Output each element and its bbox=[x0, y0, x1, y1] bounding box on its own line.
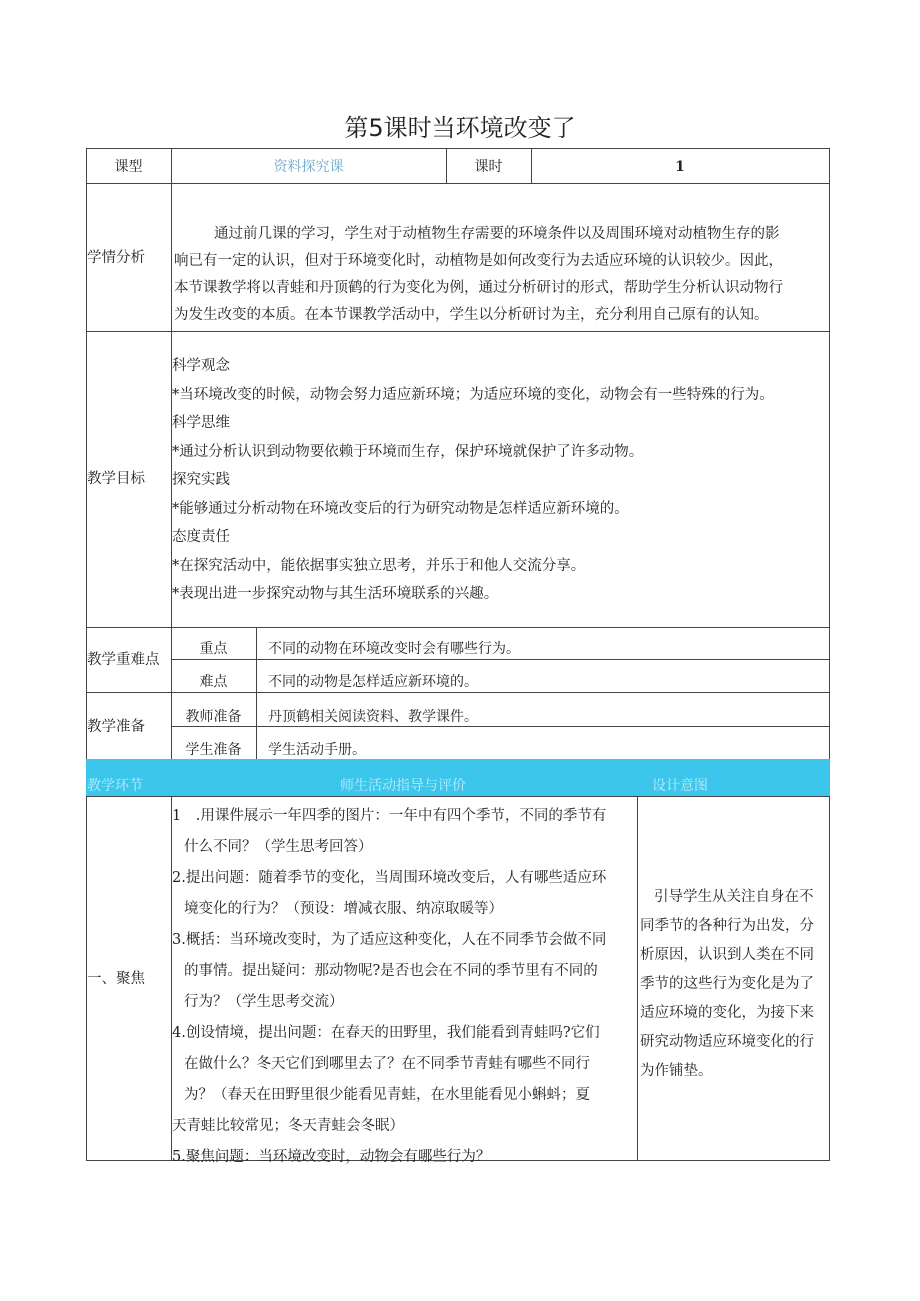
table-border bbox=[86, 183, 830, 184]
table-border bbox=[86, 148, 830, 149]
step-line: 为？（春天在田野里很少能看见青蛙，在水里能看见小蝌蚪；夏 bbox=[184, 1087, 590, 1103]
teacher-prep-label: 教师准备 bbox=[185, 709, 242, 725]
student-prep-label: 学生准备 bbox=[185, 742, 242, 758]
key-point-value: 不同的动物在环境改变时会有哪些行为。 bbox=[268, 641, 520, 657]
intent-line: 为作铺垫。 bbox=[640, 1063, 713, 1079]
table-border bbox=[171, 659, 830, 660]
goal-item: *通过分析认识到动物要依赖于环境而生存，保护环境就保护了许多动物。 bbox=[172, 443, 644, 460]
section-header-col2: 师生活动指导与评价 bbox=[340, 778, 466, 794]
goal-heading: 态度责任 bbox=[172, 529, 230, 545]
goal-heading: 探究实践 bbox=[172, 472, 230, 488]
intent-line: 引导学生从关注自身在不 bbox=[654, 889, 814, 905]
course-type-label: 课型 bbox=[114, 159, 143, 175]
step-line: 天青蛙比较常见；冬天青蛙会冬眠） bbox=[172, 1118, 404, 1134]
class-hours-label: 课时 bbox=[474, 159, 503, 175]
prep-label: 教学准备 bbox=[87, 719, 145, 735]
step-line: 什么不同？（学生思考回答） bbox=[184, 839, 373, 855]
key-point-label: 重点 bbox=[199, 641, 228, 657]
table-border bbox=[86, 692, 830, 693]
table-border bbox=[86, 796, 830, 797]
step-line: 2.提出问题：随着季节的变化，当周围环境改变后，人有哪些适应环 bbox=[172, 870, 607, 886]
table-border bbox=[86, 331, 830, 332]
section-header-col1: 教学环节 bbox=[87, 778, 143, 794]
table-border bbox=[171, 726, 830, 727]
intent-line: 季节的这些行为变化是为了 bbox=[640, 976, 814, 992]
step-line: 境变化的行为？（预设：增减衣服、纳凉取暖等） bbox=[184, 901, 503, 917]
goals-label: 教学目标 bbox=[87, 471, 145, 487]
class-hours-value: 1 bbox=[675, 159, 685, 175]
goal-heading: 科学思维 bbox=[172, 415, 230, 431]
goal-item: *在探究活动中，能依据事实独立思考，并乐于和他人交流分享。 bbox=[172, 557, 586, 574]
goal-item: *能够通过分析动物在环境改变后的行为研究动物是怎样适应新环境的。 bbox=[172, 500, 629, 517]
hard-point-value: 不同的动物是怎样适应新环境的。 bbox=[268, 674, 478, 690]
table-border bbox=[829, 148, 830, 1161]
course-type-value: 资料探究课 bbox=[273, 159, 344, 175]
table-border bbox=[256, 627, 257, 759]
analysis-line: 为发生改变的本质。在本节课教学活动中，学生以分析研讨为主，充分利用自己原有的认知。 bbox=[174, 307, 769, 323]
analysis-line: 通过前几课的学习，学生对于动植物生存需要的环境条件以及周围环境对动植物生存的影 bbox=[214, 226, 780, 242]
focus-label: 一、聚焦 bbox=[87, 971, 145, 987]
student-prep-value: 学生活动手册。 bbox=[268, 742, 366, 758]
step-line: 1 .用课件展示一年四季的图片：一年中有四个季节，不同的季节有 bbox=[172, 808, 607, 824]
section-header-col3: 设计意图 bbox=[652, 778, 708, 794]
goals-list bbox=[172, 352, 827, 609]
intent-line: 研究动物适应环境变化的行 bbox=[640, 1034, 814, 1050]
page-title: 第5课时当环境改变了 bbox=[344, 114, 576, 142]
intent-line: 析原因，认识到人类在不同 bbox=[640, 947, 814, 963]
step-line: 3.概括：当环境改变时，为了适应这种变化，人在不同季节会做不同 bbox=[172, 932, 607, 948]
table-border bbox=[637, 796, 638, 1160]
step-line: 的事情。提出疑问：那动物呢?是否也会在不同的季节里有不同的 bbox=[184, 963, 598, 979]
analysis-line: 本节课教学将以青蛙和丹顶鹤的行为变化为例，通过分析研讨的形式，帮助学生分析认识动物行 bbox=[174, 280, 783, 296]
intent-line: 适应环境的变化，为接下来 bbox=[640, 1005, 814, 1021]
analysis-label: 学情分析 bbox=[87, 250, 145, 266]
step-line: 在做什么？冬天它们到哪里去了？在不同季节青蛙有哪些不同行 bbox=[184, 1056, 590, 1072]
hard-point-label: 难点 bbox=[199, 674, 228, 690]
analysis-line: 响已有一定的认识，但对于环境变化时，动植物是如何改变行为去适应环境的认识较少。因此， bbox=[174, 253, 783, 269]
table-border bbox=[86, 627, 830, 628]
design-intent bbox=[640, 883, 828, 1086]
difficulty-label: 教学重难点 bbox=[87, 652, 160, 668]
analysis-text bbox=[174, 221, 822, 329]
focus-steps bbox=[172, 801, 634, 1173]
step-line: 行为？（学生思考交流） bbox=[184, 994, 344, 1010]
goal-item: *表现出进一步探究动物与其生活环境联系的兴趣。 bbox=[172, 586, 499, 602]
step-line: 4.创设情境，提出问题：在春天的田野里，我们能看到青蛙吗?它们 bbox=[172, 1025, 600, 1041]
goal-item: *当环境改变的时候，动物会努力适应新环境；为适应环境的变化，动物会有一些特殊的行为。 bbox=[172, 386, 774, 403]
step-line: 5.聚焦问题：当环境改变时，动物会有哪些行为？ bbox=[172, 1149, 491, 1165]
goal-heading: 科学观念 bbox=[172, 358, 230, 374]
intent-line: 同季节的各种行为出发，分 bbox=[640, 918, 814, 934]
teacher-prep-value: 丹顶鹤相关阅读资料、教学课件。 bbox=[268, 709, 478, 725]
